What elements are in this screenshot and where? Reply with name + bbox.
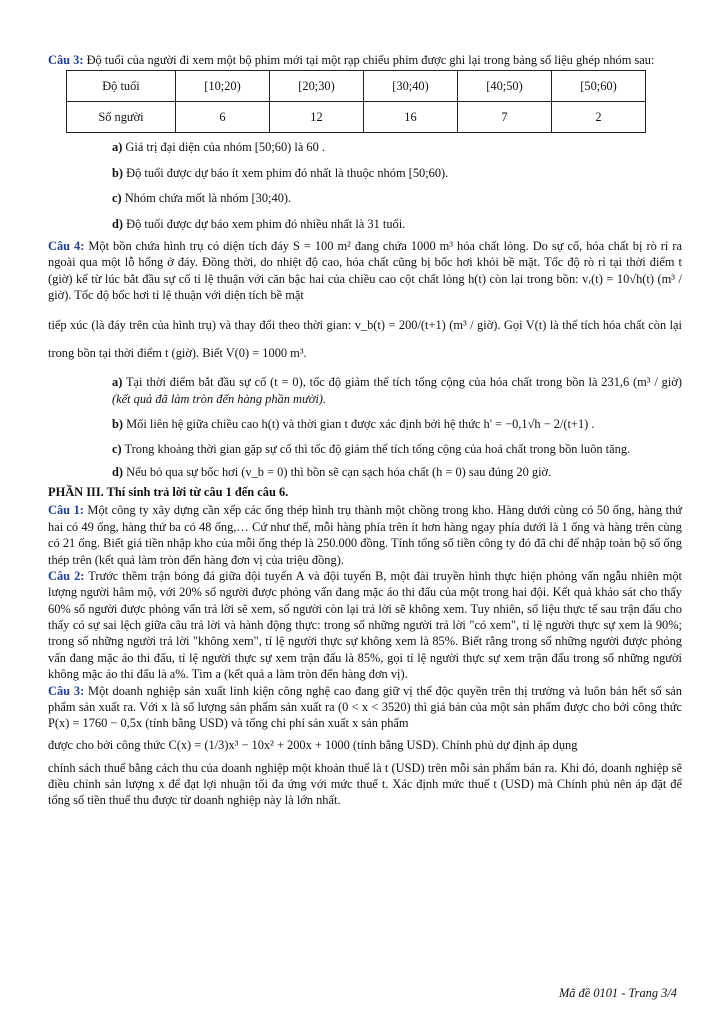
question-text: Một doanh nghiệp sản xuất linh kiện công nghệ cao đang giữ vị thế độc quyền trên thị trường và luôn bán hết số sản phẩm sản xuất ra. Với x là số lượng sản phẩm sản xuất ra (0 < x < 3520) thì giá bán của một sản phẩm được cho bởi công thức P(x) = 1760 − 0,5x (tính bằng USD) và tổng chi phí sản xuất x sản phẩm	[48, 683, 682, 731]
question-4-stem	[48, 238, 682, 304]
question-label: Câu 1:	[48, 503, 84, 518]
table-cell: 12	[270, 102, 364, 133]
option-letter: d)	[112, 464, 124, 479]
exam-page	[48, 52, 682, 809]
option-note: (kết quả đã làm tròn đến hàng phần mười).	[112, 391, 327, 406]
option-c	[112, 441, 682, 457]
table-cell: 16	[364, 102, 458, 133]
table-cell: 6	[176, 102, 270, 133]
table-cell: 2	[552, 102, 646, 133]
option-d	[112, 464, 682, 480]
question-text: Một công ty xây dựng cần xếp các ống thép hình trụ thành một chồng trong kho. Hàng dưới cùng có 50 ống, hàng thứ hai có 49 ống, hàng thứ ba có 48 ống,… Cứ như thế, mỗi hàng phía trên ít hơn hàng ngay phía dưới là 1 ống và hàng trên cùng có 21 ống. Biết giá tiền nhập kho của mỗi ống thép là 250.000 đồng. Tính tổng số tiền công ty đó đã chi để nhập toàn bộ số ống thép trên (kết quả làm tròn đến hàng đơn vị của triệu đồng).	[48, 503, 682, 567]
question-text: Một bồn chứa hình trụ có diện tích đáy S = 100 m² đang chứa 1000 m³ hóa chất lỏng. Do sự cố, hóa chất bị rò rỉ ra ngoài qua một lỗ hổng ở đáy. Đồng thời, do nhiệt độ cao, hóa chất cũng bị bốc hơi khỏi bề mặt. Tốc độ rò rỉ tại thời điểm t (giờ) kể từ lúc bắt đầu sự cố tỉ lệ thuận với căn bậc hai của chiều cao cột chất lỏng h(t) còn lại trong bồn: vᵣ(t) = 10√h(t) (m³ / giờ). Tốc độ bốc hơi tỉ lệ thuận với diện tích bề mặt	[48, 238, 682, 302]
option-letter: c)	[112, 442, 122, 457]
part3-question-2	[48, 568, 682, 683]
option-text: Nhóm chứa mốt là nhóm [30;40).	[121, 191, 292, 206]
option-letter: d)	[112, 216, 124, 231]
question-text: được cho bởi công thức C(x) = (1/3)x³ − 10x² + 200x + 1000 (tính bằng USD). Chính phủ dự định áp dụng	[48, 737, 578, 752]
question-text: Độ tuổi của người đi xem một bộ phim mới tại một rạp chiếu phim được ghi lại trong bảng số liệu ghép nhóm sau:	[83, 53, 655, 67]
section-heading: PHẦN III. Thí sinh trả lời từ câu 1 đến câu 6.	[48, 485, 289, 500]
option-text: Trong khoảng thời gian gặp sự cố thì tốc độ giảm thể tích tổng cộng của hoá chất trong bồn luôn tăng.	[121, 442, 631, 457]
question-4-stem-cont	[48, 312, 682, 368]
option-text: Mối liên hệ giữa chiều cao h(t) và thời gian t được xác định bởi hệ thức h' = −0,1√h − 2/(t+1) .	[123, 416, 595, 431]
option-text: Độ tuổi được dự báo xem phim đó nhiều nhất là 31 tuổi.	[123, 216, 406, 231]
table-header-count: Số người	[67, 102, 176, 133]
question-label: Câu 3:	[48, 53, 84, 67]
table-header-age: Độ tuổi	[67, 71, 176, 102]
option-letter: a)	[112, 140, 123, 155]
table-cell: [50;60)	[552, 71, 646, 102]
part3-question-1	[48, 502, 682, 568]
part3-question-3-cont	[48, 760, 682, 809]
question-text: Trước thềm trận bóng đá giữa đội tuyển A và đội tuyển B, một đài truyền hình thực hiện phỏng vấn ngẫu nhiên một lượng người hâm mộ, với 20% số người được phỏng vấn đang mặc áo thi đấu của một trong hai đội. Kết quả khảo sát cho thấy 60% số người được phỏng vấn trả lời sẽ xem, số người còn lại trả lời sẽ không xem. Tuy nhiên, số liệu thực tế sau trận đấu cho thấy có sự sai lệch giữa câu trả lời và hành động thực: trong số những người trả lời "có xem", tỉ lệ người thực sự xem là 90%; trong số những người trả lời "không xem", tỉ lệ người thực sự không xem là 85%. Biết rằng trong số những người được phỏng vấn đang mặc áo thi đấu, tỉ lệ người thực sự xem trận đấu là 85%, gọi tỉ lệ người thực sự xem trận đấu trong số những người không mặc áo thi đấu là a%. Tìm a (kết quả a làm tròn đến hàng đơn vị).	[48, 568, 682, 682]
option-text: Giá trị đại diện của nhóm [50;60) là 60 .	[122, 140, 326, 155]
option-text: Tại thời điểm bắt đầu sự cố (t = 0), tốc độ giảm thể tích tổng cộng của hóa chất trong bồn là 231,6 (m³ / giờ)	[122, 375, 682, 390]
option-a	[112, 374, 682, 407]
page-footer: Mã đề 0101 - Trang 3/4	[558, 986, 677, 1000]
option-letter: b)	[112, 416, 124, 431]
table-row-count	[67, 102, 646, 133]
table-cell: [20;30)	[270, 71, 364, 102]
part3-question-3-formula	[48, 732, 682, 760]
option-a	[112, 139, 682, 155]
question-label: Câu 3:	[48, 683, 85, 698]
option-text: Nếu bỏ qua sự bốc hơi (v_b = 0) thì bồn sẽ cạn sạch hóa chất (h = 0) sau đúng 20 giờ.	[123, 464, 552, 479]
question-label: Câu 2:	[48, 568, 85, 583]
question-label: Câu 4:	[48, 238, 85, 253]
option-c	[112, 190, 682, 206]
option-b	[112, 416, 682, 432]
question-3-stem	[48, 52, 682, 68]
option-letter: b)	[112, 165, 124, 180]
table-cell: [30;40)	[364, 71, 458, 102]
question-text: tiếp xúc (là đáy trên của hình trụ) và thay đổi theo thời gian: v_b(t) = 200/(t+1) (m³ / giờ). Gọi V(t) là thể tích hóa chất còn lại trong bồn tại thời điểm t (giờ). Biết V(0) = 1000 m³.	[48, 318, 682, 361]
table-cell: [10;20)	[176, 71, 270, 102]
table-row-age	[67, 71, 646, 102]
age-frequency-table	[66, 70, 646, 133]
option-letter: a)	[112, 375, 123, 390]
part3-question-3	[48, 683, 682, 732]
option-text: Độ tuổi được dự báo ít xem phim đó nhất là thuộc nhóm [50;60).	[123, 165, 449, 180]
question-text: chính sách thuế bằng cách thu của doanh nghiệp một khoản thuế là t (USD) trên mỗi sản phẩm bán ra. Khi đó, doanh nghiệp sẽ điều chỉnh sản lượng x để đạt lợi nhuận tối đa ứng với mức thuế t. Xác định mức thuế t (USD) mà Chính phủ nên áp đặt để tổng số tiền thuế thu được từ doanh nghiệp này là lớn nhất.	[48, 760, 682, 808]
table-cell: 7	[458, 102, 552, 133]
table-cell: [40;50)	[458, 71, 552, 102]
option-b	[112, 165, 682, 181]
option-d	[112, 216, 682, 232]
option-letter: c)	[112, 191, 122, 206]
